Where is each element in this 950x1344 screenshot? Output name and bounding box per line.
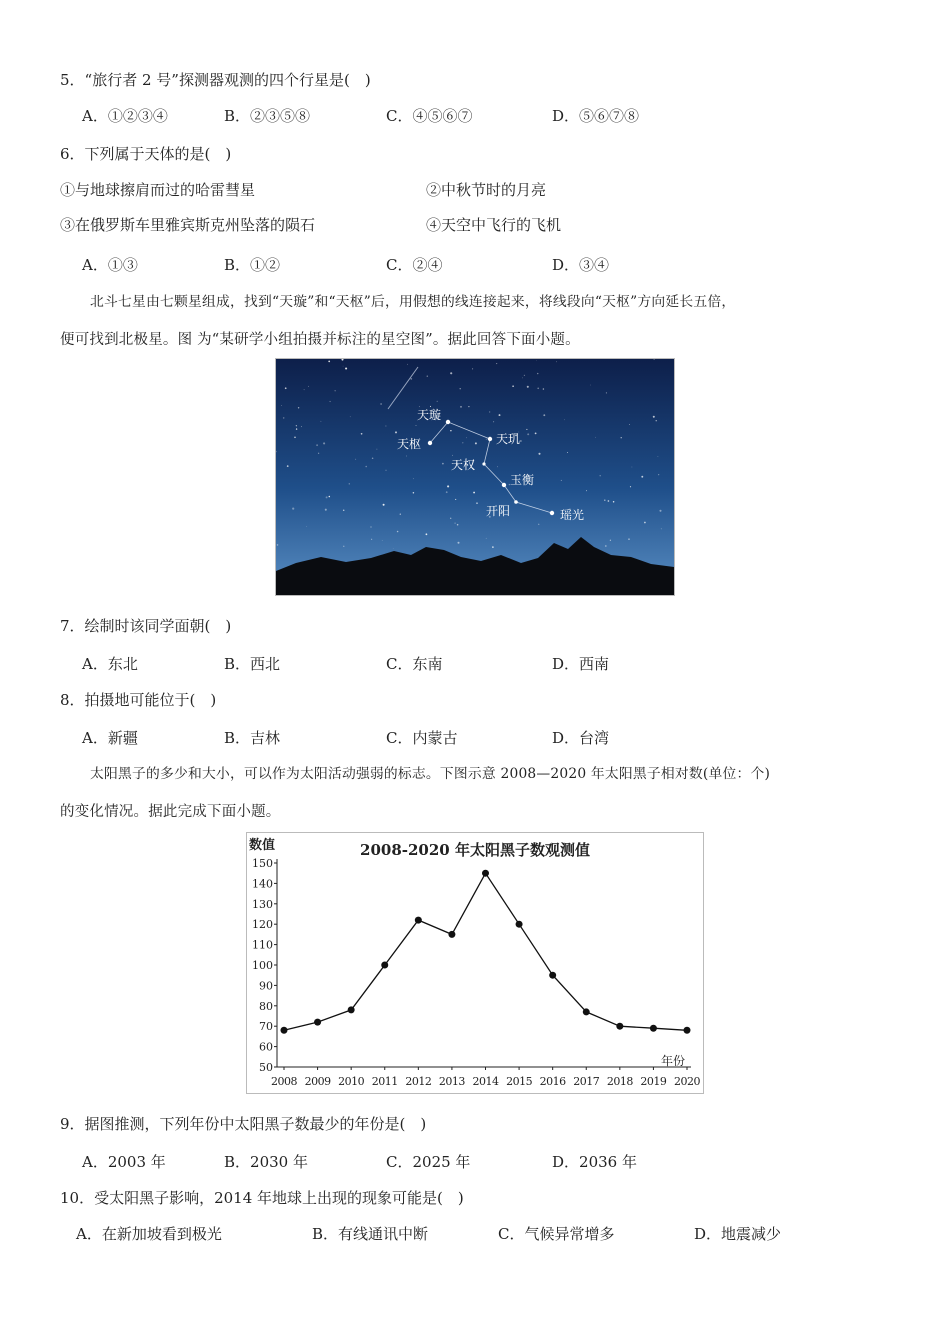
x-tick-label: 2012 — [405, 1075, 432, 1088]
background-star — [380, 403, 382, 405]
background-star — [486, 538, 487, 539]
background-star — [520, 440, 521, 441]
background-star — [632, 467, 633, 468]
background-star — [343, 546, 344, 547]
background-star — [613, 501, 615, 503]
background-star — [489, 411, 490, 412]
q6-item-3: ③在俄罗斯车里雅宾斯克州坠落的陨石 — [60, 216, 316, 234]
data-point — [482, 870, 489, 877]
background-star — [329, 401, 330, 402]
x-tick-label: 2014 — [472, 1075, 499, 1088]
background-star — [599, 475, 600, 476]
data-point — [348, 1006, 355, 1013]
background-star — [296, 425, 297, 426]
background-star — [543, 414, 545, 416]
background-star — [382, 540, 383, 541]
background-star — [397, 531, 399, 533]
y-tick-label: 150 — [252, 857, 273, 870]
background-star — [386, 470, 387, 471]
q8-option-d: D．台湾 — [552, 729, 610, 747]
background-star — [446, 491, 448, 493]
q6-stem: 6．下列属于天体的是( ) — [60, 145, 232, 163]
background-star — [447, 485, 449, 487]
label-tianxuan: 天璇 — [417, 408, 442, 422]
background-star — [653, 416, 655, 418]
background-star — [462, 442, 463, 443]
y-tick-label: 60 — [259, 1040, 273, 1054]
q7-option-a: A．东北 — [82, 655, 138, 673]
star-kaiyang — [514, 500, 518, 504]
star-tianquan — [482, 462, 485, 465]
background-star — [595, 437, 596, 438]
background-star — [277, 544, 279, 546]
sunspot-chart — [246, 832, 704, 1094]
background-star — [318, 453, 319, 454]
q5-option-b: B．②③⑤⑧ — [224, 107, 311, 125]
y-tick-label: 110 — [252, 938, 273, 952]
q9-option-c: C．2025 年 — [386, 1153, 471, 1171]
label-tianji: 天玑 — [496, 432, 521, 446]
sunspot-chart-svg — [247, 833, 703, 1093]
background-star — [437, 401, 438, 402]
q8-option-a: A．新疆 — [82, 729, 138, 747]
y-tick-label: 50 — [259, 1061, 273, 1074]
background-star — [556, 361, 557, 362]
background-star — [413, 492, 415, 494]
data-point — [381, 962, 388, 969]
background-star — [476, 502, 478, 504]
y-tick-label: 70 — [259, 1020, 273, 1034]
q6-item-1: ①与地球擦肩而过的哈雷彗星 — [60, 181, 256, 199]
background-star — [377, 449, 378, 450]
background-star — [328, 361, 330, 363]
q5-stem: 5．“旅行者 2 号”探测器观测的四个行星是( ) — [60, 71, 371, 89]
q7-option-d: D．西南 — [552, 655, 610, 673]
y-tick-label: 120 — [252, 918, 273, 932]
background-star — [605, 545, 607, 547]
background-star — [538, 453, 540, 455]
background-star — [349, 483, 350, 484]
background-star — [343, 366, 344, 367]
y-tick-label: 140 — [252, 877, 273, 891]
x-tick-label: 2010 — [338, 1075, 365, 1088]
background-star — [610, 540, 611, 541]
background-star — [426, 533, 428, 535]
label-tianshu: 天枢 — [397, 437, 422, 451]
background-star — [644, 522, 646, 524]
background-star — [537, 387, 539, 389]
x-tick-label: 2015 — [506, 1075, 533, 1088]
background-star — [455, 499, 456, 500]
sky-svg — [276, 359, 674, 595]
background-star — [335, 390, 336, 391]
star-tianji — [488, 437, 492, 441]
background-star — [606, 392, 607, 393]
q8-stem: 8．拍摄地可能位于( ) — [60, 691, 217, 709]
background-star — [283, 417, 285, 419]
data-point — [281, 1027, 288, 1034]
data-point — [549, 972, 556, 979]
background-star — [522, 378, 523, 379]
q10-stem: 10．受太阳黑子影响，2014 年地球上出现的现象可能是( ) — [60, 1189, 464, 1207]
background-star — [497, 466, 498, 467]
background-star — [535, 433, 537, 435]
background-star — [457, 524, 459, 526]
background-star — [308, 386, 309, 387]
background-star — [661, 528, 662, 529]
x-tick-label: 2008 — [271, 1075, 297, 1088]
background-star — [452, 455, 453, 456]
background-star — [630, 486, 631, 487]
background-star — [492, 546, 494, 548]
y-tick-label: 100 — [252, 959, 273, 972]
background-star — [442, 463, 444, 465]
q5-option-c: C．④⑤⑥⑦ — [386, 107, 473, 125]
background-star — [372, 457, 374, 459]
background-star — [450, 518, 451, 519]
chart-ylabel: 数值 — [249, 838, 276, 853]
background-star — [304, 389, 305, 390]
background-star — [325, 509, 327, 511]
q9-stem: 9．据图推测，下列年份中太阳黑子数最少的年份是( ) — [60, 1115, 427, 1133]
background-star — [590, 385, 591, 386]
q8-option-c: C．内蒙古 — [386, 729, 458, 747]
background-star — [326, 496, 328, 498]
background-star — [427, 375, 428, 376]
label-tianquan: 天权 — [451, 458, 476, 472]
background-star — [608, 500, 610, 502]
series-line — [284, 873, 687, 1030]
x-tick-label: 2016 — [539, 1075, 566, 1088]
q9-option-b: B．2030 年 — [224, 1153, 308, 1171]
background-star — [355, 459, 356, 460]
background-star — [450, 430, 451, 431]
background-star — [537, 373, 538, 374]
background-star — [499, 414, 501, 416]
background-star — [538, 524, 539, 525]
background-star — [658, 456, 659, 457]
background-star — [475, 442, 477, 444]
background-star — [543, 388, 545, 390]
background-star — [298, 407, 299, 408]
passage1-line2: 便可找到北极星。图 为“某研学小组拍摄并标注的星空图”。据此回答下面小题。 — [60, 332, 580, 348]
label-kaiyang: 开阳 — [486, 504, 511, 518]
background-star — [285, 387, 287, 389]
passage1-line1: 北斗七星由七颗星组成，找到“天璇”和“天枢”后，用假想的线连接起来，将线段向“天枢”方向延长五倍， — [90, 294, 736, 310]
background-star — [561, 480, 562, 481]
background-star — [361, 433, 363, 435]
background-star — [430, 406, 431, 407]
background-star — [629, 424, 630, 425]
label-yaoguang: 瑶光 — [560, 508, 585, 522]
background-star — [350, 416, 351, 417]
chart-title: 2008-2020 年太阳黑子数观测值 — [360, 841, 590, 859]
background-star — [383, 504, 385, 506]
q10-option-b: B．有线通讯中断 — [312, 1225, 429, 1243]
background-star — [658, 474, 659, 475]
label-yuheng: 玉衡 — [510, 473, 535, 487]
passage2-line1: 太阳黑子的多少和大小，可以作为太阳活动强弱的标志。下图示意 2008—2020 年太阳黑子相对数(单位：个) — [90, 766, 771, 782]
q6-item-2: ②中秋节时的月亮 — [426, 181, 547, 199]
background-star — [527, 433, 529, 435]
background-star — [385, 425, 386, 426]
background-star — [460, 406, 462, 408]
background-star — [316, 444, 318, 446]
q5-option-d: D．⑤⑥⑦⑧ — [552, 107, 640, 125]
q9-option-d: D．2036 年 — [552, 1153, 637, 1171]
background-star — [281, 405, 282, 406]
q6-option-d: D．③④ — [552, 256, 610, 274]
q10-option-a: A．在新加坡看到极光 — [76, 1225, 222, 1243]
background-star — [564, 419, 565, 420]
background-star — [345, 367, 347, 369]
data-point — [650, 1025, 657, 1032]
y-tick-label: 130 — [252, 897, 273, 911]
q5-option-a: A．①②③④ — [82, 107, 168, 125]
x-tick-label: 2011 — [371, 1075, 398, 1088]
big-dipper-photo — [275, 358, 675, 596]
background-star — [321, 421, 322, 422]
background-star — [365, 466, 367, 468]
background-star — [406, 456, 407, 457]
background-star — [527, 386, 529, 388]
q10-option-c: C．气候异常增多 — [498, 1225, 615, 1243]
background-star — [454, 522, 455, 523]
background-star — [395, 431, 397, 433]
x-tick-label: 2017 — [573, 1075, 600, 1088]
q7-option-b: B．西北 — [224, 655, 281, 673]
background-star — [413, 478, 414, 479]
background-star — [450, 372, 452, 374]
q9-option-a: A．2003 年 — [82, 1153, 166, 1171]
background-star — [393, 548, 394, 549]
background-star — [659, 510, 661, 512]
background-star — [400, 514, 401, 515]
background-star — [329, 496, 331, 498]
q6-item-4: ④天空中飞行的飞机 — [426, 216, 562, 234]
x-tick-label: 2018 — [606, 1075, 633, 1088]
background-star — [512, 385, 514, 387]
background-star — [526, 429, 527, 430]
y-tick-label: 90 — [259, 979, 273, 993]
background-star — [472, 368, 473, 369]
background-star — [410, 378, 412, 380]
data-point — [415, 917, 422, 924]
q8-option-b: B．吉林 — [224, 729, 281, 747]
background-star — [407, 364, 408, 365]
data-point — [448, 931, 455, 938]
x-tick-label: 2020 — [674, 1075, 700, 1088]
star-tianshu — [428, 441, 432, 445]
data-point — [616, 1023, 623, 1030]
background-star — [466, 437, 467, 438]
background-star — [457, 542, 459, 544]
star-tianxuan — [446, 420, 450, 424]
chart-xlabel: 年份 — [660, 1054, 685, 1068]
q7-option-c: C．东南 — [386, 655, 443, 673]
background-star — [628, 538, 629, 539]
q6-option-c: C．②④ — [386, 256, 443, 274]
q6-option-a: A．①③ — [82, 256, 138, 274]
y-tick-label: 80 — [259, 999, 273, 1013]
background-star — [473, 492, 475, 494]
background-star — [419, 406, 420, 407]
background-star — [292, 508, 294, 510]
background-star — [301, 426, 302, 427]
background-star — [656, 420, 657, 421]
background-star — [323, 442, 325, 444]
background-star — [486, 439, 487, 440]
background-star — [296, 428, 297, 429]
background-star — [294, 436, 296, 438]
background-star — [493, 421, 494, 422]
data-point — [583, 1008, 590, 1015]
background-star — [604, 499, 605, 500]
data-point — [314, 1019, 321, 1026]
x-tick-label: 2009 — [304, 1075, 331, 1088]
background-star — [343, 509, 345, 511]
background-star — [370, 526, 371, 527]
background-star — [468, 406, 469, 407]
x-tick-label: 2019 — [640, 1075, 667, 1088]
q10-option-d: D．地震减少 — [694, 1225, 782, 1243]
passage2-line2: 的变化情况。据此完成下面小题。 — [60, 804, 281, 820]
background-star — [371, 539, 372, 540]
background-star — [621, 437, 622, 438]
star-yaoguang — [550, 511, 554, 515]
background-star — [460, 388, 461, 389]
background-star — [416, 425, 417, 426]
background-star — [496, 363, 497, 364]
background-star — [586, 490, 587, 491]
q6-option-b: B．①② — [224, 256, 281, 274]
background-star — [287, 465, 289, 467]
x-tick-label: 2013 — [438, 1075, 465, 1088]
background-star — [536, 360, 537, 361]
background-star — [567, 452, 568, 453]
data-point — [684, 1027, 691, 1034]
star-yuheng — [502, 483, 506, 487]
q7-stem: 7．绘制时该同学面朝( ) — [60, 617, 232, 635]
background-star — [524, 375, 525, 376]
background-star — [306, 526, 307, 527]
data-point — [516, 921, 523, 928]
background-star — [641, 476, 643, 478]
